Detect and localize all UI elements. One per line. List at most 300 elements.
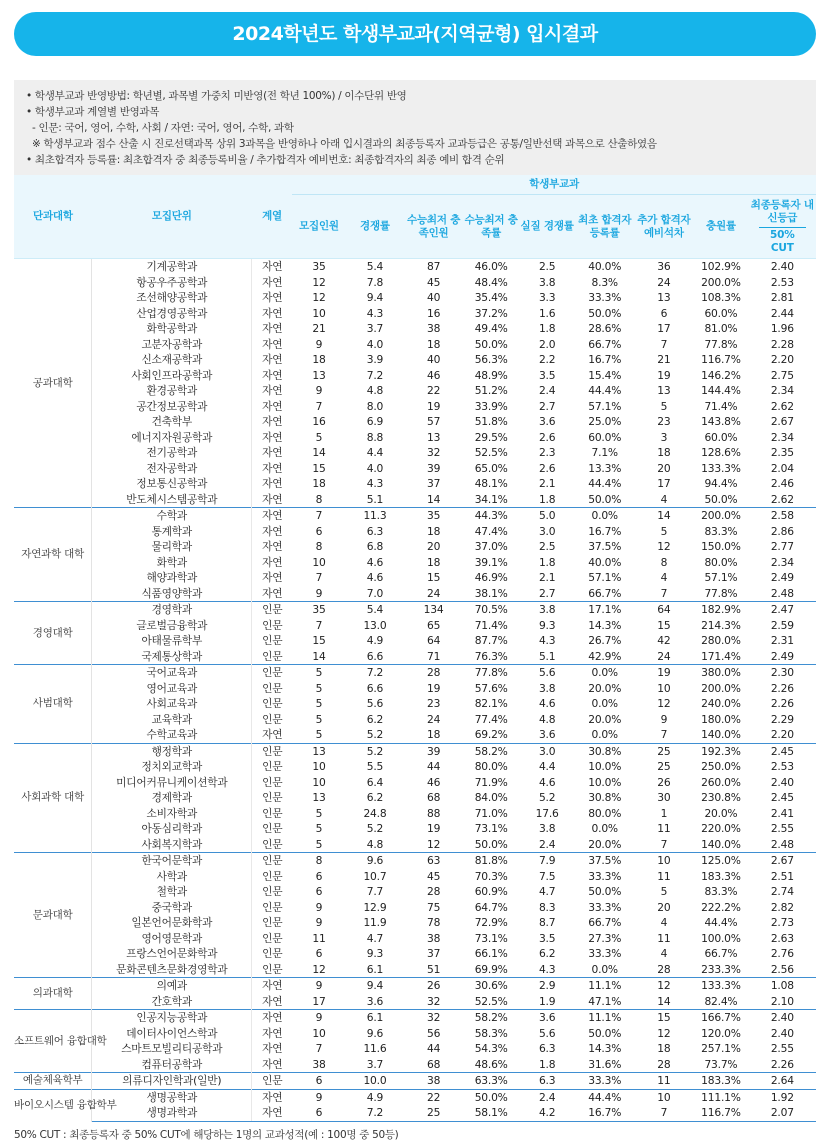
value-cell: 7.7 xyxy=(366,885,384,899)
value-cell: 3.7 xyxy=(366,1057,384,1071)
value-cell: 6.1 xyxy=(346,1010,405,1026)
value-cell: 28 xyxy=(657,962,671,976)
unit-cell: 일본언어문화학과 xyxy=(92,915,252,931)
value-cell: 40 xyxy=(426,353,441,367)
value-cell: 11.6 xyxy=(363,1042,387,1056)
value-cell: 2.4 xyxy=(519,1089,574,1105)
value-cell: 84.0% xyxy=(474,791,508,805)
value-cell: 18 xyxy=(657,1042,671,1056)
value-cell: 17.1% xyxy=(575,602,635,618)
value-cell: 2.29 xyxy=(770,712,794,726)
value-cell: 51.8% xyxy=(474,415,508,429)
value-cell: 인문 xyxy=(262,916,283,930)
value-cell: 2.6 xyxy=(538,461,556,475)
value-cell: 13.3% xyxy=(588,461,622,475)
value-cell: 7.2 xyxy=(366,368,384,382)
value-cell: 4 xyxy=(660,947,668,961)
unit-cell: 사학과 xyxy=(92,869,252,885)
table-row xyxy=(14,869,816,885)
value-cell: 3.8 xyxy=(538,822,556,836)
value-cell: 9 xyxy=(292,1089,345,1105)
value-cell: 10 xyxy=(312,1026,326,1040)
value-cell: 73.7% xyxy=(704,1057,738,1071)
value-cell: 4.2 xyxy=(519,1105,574,1121)
value-cell: 11.9 xyxy=(363,916,387,930)
value-cell: 12 xyxy=(657,540,671,554)
unit-cell: 중국학과 xyxy=(92,900,252,916)
value-cell: 9.6 xyxy=(346,853,405,869)
value-cell: 자연 xyxy=(252,1010,293,1026)
table-row xyxy=(14,337,816,353)
value-cell: 자연 xyxy=(262,384,283,398)
value-cell: 2.40 xyxy=(749,1010,816,1026)
value-cell: 57.1% xyxy=(588,571,622,585)
header-extra: 추가 합격자 예비석차 xyxy=(635,195,694,259)
value-cell: 46.0% xyxy=(463,259,520,275)
table-row xyxy=(14,806,816,822)
header-quota: 모집인원 xyxy=(292,195,345,259)
value-cell: 25.0% xyxy=(588,415,622,429)
value-cell: 64 xyxy=(635,602,694,618)
value-cell: 6.2 xyxy=(366,791,384,805)
value-cell: 35 xyxy=(292,602,345,618)
value-cell: 28 xyxy=(657,1057,671,1071)
value-cell: 22 xyxy=(404,1089,463,1105)
value-cell: 인문 xyxy=(262,931,283,945)
value-cell: 6 xyxy=(292,1105,345,1121)
value-cell: 58.2% xyxy=(463,1010,520,1026)
value-cell: 5.2 xyxy=(346,743,405,759)
value-cell: 1 xyxy=(660,806,668,820)
value-cell: 58.3% xyxy=(474,1026,508,1040)
value-cell: 5.2 xyxy=(366,822,384,836)
value-cell: 19 xyxy=(657,368,671,382)
value-cell: 2.2 xyxy=(538,353,556,367)
value-cell: 39.1% xyxy=(474,555,508,569)
value-cell: 2.1 xyxy=(538,571,556,585)
value-cell: 33.3% xyxy=(588,291,622,305)
value-cell: 15.4% xyxy=(588,368,622,382)
unit-cell: 아태물류학부 xyxy=(92,633,252,649)
table-row xyxy=(14,915,816,931)
value-cell: 71.4% xyxy=(474,618,508,632)
unit-cell: 영어영문학과 xyxy=(92,931,252,947)
value-cell: 자연 xyxy=(262,399,283,413)
value-cell: 14 xyxy=(657,994,671,1008)
value-cell: 자연 xyxy=(262,291,283,305)
value-cell: 31.6% xyxy=(588,1057,622,1071)
value-cell: 28.6% xyxy=(588,322,622,336)
value-cell: 4 xyxy=(660,916,668,930)
value-cell: 2.5 xyxy=(519,259,574,275)
college-cell: 경영대학 xyxy=(14,602,92,665)
college-cell: 공과대학 xyxy=(14,259,92,508)
header-grade-label: 최종등록자 내신등급 xyxy=(750,198,814,224)
value-cell: 14.3% xyxy=(588,618,622,632)
value-cell: 48.6% xyxy=(474,1057,508,1071)
college-cell: 소프트웨어 융합대학 xyxy=(14,1010,92,1073)
value-cell: 9.4 xyxy=(346,978,405,994)
value-cell: 16 xyxy=(426,306,441,320)
value-cell: 12 xyxy=(312,291,326,305)
unit-cell: 의예과 xyxy=(92,978,252,994)
value-cell: 257.1% xyxy=(701,1042,741,1056)
value-cell: 7.0 xyxy=(366,586,384,600)
value-cell: 2.67 xyxy=(749,853,816,869)
value-cell: 45 xyxy=(426,275,441,289)
value-cell: 1.08 xyxy=(749,978,816,994)
value-cell: 214.3% xyxy=(701,618,741,632)
value-cell: 자연 xyxy=(262,1042,283,1056)
table-row xyxy=(14,727,816,743)
value-cell: 자연 xyxy=(262,306,283,320)
value-cell: 192.3% xyxy=(693,743,748,759)
value-cell: 222.2% xyxy=(701,900,741,914)
value-cell: 3.5 xyxy=(538,931,556,945)
value-cell: 2.55 xyxy=(770,1042,794,1056)
value-cell: 10 xyxy=(312,555,326,569)
value-cell: 인문 xyxy=(252,1073,293,1090)
value-cell: 57.1% xyxy=(704,571,738,585)
value-cell: 인문 xyxy=(252,602,293,618)
value-cell: 3.9 xyxy=(366,353,384,367)
value-cell: 12 xyxy=(312,275,326,289)
value-cell: 46 xyxy=(426,368,441,382)
value-cell: 37 xyxy=(426,947,441,961)
table-row xyxy=(14,352,816,368)
value-cell: 14 xyxy=(635,508,694,524)
value-cell: 10 xyxy=(657,681,671,695)
value-cell: 3.8 xyxy=(538,275,556,289)
value-cell: 58.1% xyxy=(463,1105,520,1121)
value-cell: 9 xyxy=(315,337,323,351)
value-cell: 2.44 xyxy=(770,306,794,320)
value-cell: 4.3 xyxy=(366,477,384,491)
value-cell: 4.7 xyxy=(538,885,556,899)
value-cell: 11 xyxy=(657,869,671,883)
table-row xyxy=(14,978,816,994)
value-cell: 37.2% xyxy=(474,306,508,320)
value-cell: 24 xyxy=(657,649,671,663)
table-row xyxy=(14,821,816,837)
value-cell: 1.8 xyxy=(538,1057,556,1071)
value-cell: 4.8 xyxy=(366,384,384,398)
college-cell: 문과대학 xyxy=(14,853,92,978)
value-cell: 2.7 xyxy=(538,399,556,413)
value-cell: 143.8% xyxy=(701,415,741,429)
value-cell: 2.48 xyxy=(770,586,794,600)
value-cell: 4 xyxy=(660,571,668,585)
value-cell: 인문 xyxy=(262,837,283,851)
unit-cell: 화학과 xyxy=(92,555,252,571)
value-cell: 38 xyxy=(404,1073,463,1090)
value-cell: 183.3% xyxy=(701,869,741,883)
value-cell: 2.49 xyxy=(770,571,794,585)
value-cell: 17.6 xyxy=(535,806,559,820)
table-row xyxy=(14,900,816,916)
value-cell: 7.2 xyxy=(346,1105,405,1121)
value-cell: 7.1% xyxy=(591,446,618,460)
unit-cell: 식품영양학과 xyxy=(92,586,252,602)
value-cell: 자연 xyxy=(262,368,283,382)
value-cell: 80.0% xyxy=(474,760,508,774)
value-cell: 9 xyxy=(292,1010,345,1026)
table-row xyxy=(14,853,816,869)
value-cell: 18 xyxy=(312,353,326,367)
value-cell: 82.1% xyxy=(474,697,508,711)
value-cell: 25 xyxy=(404,1105,463,1121)
table-row xyxy=(14,508,816,524)
value-cell: 자연 xyxy=(262,477,283,491)
value-cell: 0.0% xyxy=(591,728,618,742)
value-cell: 2.64 xyxy=(749,1073,816,1090)
value-cell: 2.76 xyxy=(770,947,794,961)
unit-cell: 정보통신공학과 xyxy=(92,476,252,492)
value-cell: 2.51 xyxy=(770,869,794,883)
value-cell: 35.4% xyxy=(474,291,508,305)
unit-cell: 글로벌금융학과 xyxy=(92,618,252,634)
value-cell: 3.6 xyxy=(538,415,556,429)
value-cell: 자연 xyxy=(252,508,293,524)
value-cell: 3.6 xyxy=(366,994,384,1008)
unit-cell: 프랑스언어문화학과 xyxy=(92,946,252,962)
value-cell: 33.3% xyxy=(575,1073,635,1090)
value-cell: 35 xyxy=(292,259,345,275)
value-cell: 73.1% xyxy=(474,931,508,945)
value-cell: 29.5% xyxy=(474,430,508,444)
value-cell: 58.2% xyxy=(463,743,520,759)
table-row xyxy=(14,445,816,461)
value-cell: 39 xyxy=(426,461,441,475)
value-cell: 7.8 xyxy=(366,275,384,289)
value-cell: 자연 xyxy=(252,978,293,994)
value-cell: 3.7 xyxy=(366,322,384,336)
value-cell: 2.45 xyxy=(749,743,816,759)
value-cell: 69.2% xyxy=(474,728,508,742)
value-cell: 0.0% xyxy=(575,508,635,524)
value-cell: 37.0% xyxy=(474,540,508,554)
value-cell: 7 xyxy=(315,618,323,632)
value-cell: 2.3 xyxy=(538,446,556,460)
table-row xyxy=(14,383,816,399)
value-cell: 46.9% xyxy=(474,571,508,585)
value-cell: 2.75 xyxy=(770,368,794,382)
value-cell: 30.8% xyxy=(575,743,635,759)
unit-cell: 컴퓨터공학과 xyxy=(92,1057,252,1073)
table-row xyxy=(14,633,816,649)
unit-cell: 물리학과 xyxy=(92,539,252,555)
note-line: ※ 학생부교과 점수 산출 시 진로선택과목 상위 3과목을 반영하나 아래 입시결과의 최종등록자 교과등급은 공통/일반선택 과목으로 산출하였음 xyxy=(32,138,657,150)
unit-cell: 신소재공학과 xyxy=(92,352,252,368)
value-cell: 20.0% xyxy=(704,806,738,820)
value-cell: 80.0% xyxy=(588,806,622,820)
value-cell: 4.7 xyxy=(366,931,384,945)
unit-cell: 철학과 xyxy=(92,884,252,900)
value-cell: 71.0% xyxy=(474,806,508,820)
value-cell: 183.3% xyxy=(693,1073,748,1090)
unit-cell: 사회인프라공학과 xyxy=(92,368,252,384)
value-cell: 2.0 xyxy=(538,337,556,351)
value-cell: 47.4% xyxy=(474,524,508,538)
value-cell: 40.0% xyxy=(588,555,622,569)
value-cell: 3.6 xyxy=(519,1010,574,1026)
header-college: 단과대학 xyxy=(14,175,92,259)
value-cell: 6 xyxy=(292,1073,345,1090)
value-cell: 4.0 xyxy=(366,337,384,351)
value-cell: 12 xyxy=(657,697,671,711)
value-cell: 16 xyxy=(312,415,326,429)
value-cell: 7 xyxy=(660,837,668,851)
value-cell: 42 xyxy=(657,634,671,648)
value-cell: 13.0 xyxy=(363,618,387,632)
value-cell: 6.2 xyxy=(366,712,384,726)
value-cell: 50.0% xyxy=(463,1089,520,1105)
value-cell: 2.63 xyxy=(770,931,794,945)
value-cell: 60.9% xyxy=(474,885,508,899)
value-cell: 70.5% xyxy=(463,602,520,618)
unit-cell: 사회교육과 xyxy=(92,696,252,712)
value-cell: 10.7 xyxy=(363,869,387,883)
value-cell: 87 xyxy=(404,259,463,275)
value-cell: 15 xyxy=(635,1010,694,1026)
value-cell: 13 xyxy=(292,743,345,759)
value-cell: 2.47 xyxy=(749,602,816,618)
value-cell: 인문 xyxy=(262,822,283,836)
value-cell: 182.9% xyxy=(693,602,748,618)
value-cell: 125.0% xyxy=(693,853,748,869)
value-cell: 71.4% xyxy=(704,399,738,413)
value-cell: 146.2% xyxy=(701,368,741,382)
value-cell: 5 xyxy=(315,697,323,711)
unit-cell: 간호학과 xyxy=(92,994,252,1010)
value-cell: 27.3% xyxy=(588,931,622,945)
value-cell: 2.4 xyxy=(538,384,556,398)
value-cell: 2.10 xyxy=(770,994,794,1008)
value-cell: 37.5% xyxy=(588,540,622,554)
value-cell: 2.34 xyxy=(770,430,794,444)
value-cell: 1.8 xyxy=(538,555,556,569)
value-cell: 2.82 xyxy=(770,900,794,914)
value-cell: 4.3 xyxy=(538,962,556,976)
value-cell: 14 xyxy=(312,649,326,663)
value-cell: 1.6 xyxy=(538,306,556,320)
unit-cell: 화학공학과 xyxy=(92,321,252,337)
table-row xyxy=(14,555,816,571)
value-cell: 3.6 xyxy=(538,728,556,742)
value-cell: 0.0% xyxy=(591,962,618,976)
value-cell: 자연 xyxy=(252,259,293,275)
value-cell: 72.9% xyxy=(474,916,508,930)
value-cell: 240.0% xyxy=(701,697,741,711)
value-cell: 38 xyxy=(312,1057,326,1071)
value-cell: 19 xyxy=(426,681,441,695)
value-cell: 56.3% xyxy=(474,353,508,367)
header-grade-cut: 50% CUT xyxy=(759,227,806,255)
value-cell: 인문 xyxy=(262,634,283,648)
unit-cell: 환경공학과 xyxy=(92,383,252,399)
value-cell: 44.4% xyxy=(704,916,738,930)
value-cell: 57.6% xyxy=(474,681,508,695)
value-cell: 42.9% xyxy=(588,649,622,663)
unit-cell: 정치외교학과 xyxy=(92,759,252,775)
value-cell: 9.4 xyxy=(366,291,384,305)
value-cell: 18 xyxy=(426,524,441,538)
value-cell: 25 xyxy=(657,760,671,774)
value-cell: 2.62 xyxy=(770,492,794,506)
header-unit: 모집단위 xyxy=(92,175,252,259)
value-cell: 자연 xyxy=(262,555,283,569)
value-cell: 9.3 xyxy=(538,618,556,632)
value-cell: 9 xyxy=(292,978,345,994)
value-cell: 24 xyxy=(657,275,671,289)
value-cell: 60.0% xyxy=(704,430,738,444)
value-cell: 40.0% xyxy=(575,259,635,275)
unit-cell: 해양과학과 xyxy=(92,570,252,586)
value-cell: 12 xyxy=(312,962,326,976)
value-cell: 2.20 xyxy=(770,728,794,742)
value-cell: 120.0% xyxy=(701,1026,741,1040)
college-cell: 사범대학 xyxy=(14,665,92,744)
value-cell: 11.1% xyxy=(575,1010,635,1026)
value-cell: 44 xyxy=(426,1042,441,1056)
unit-cell: 수학교육과 xyxy=(92,727,252,743)
value-cell: 인문 xyxy=(262,760,283,774)
value-cell: 8.8 xyxy=(366,430,384,444)
unit-cell: 건축학부 xyxy=(92,414,252,430)
value-cell: 3 xyxy=(660,430,668,444)
value-cell: 5 xyxy=(660,399,668,413)
value-cell: 49.4% xyxy=(474,322,508,336)
table-row xyxy=(14,1010,816,1026)
value-cell: 6.1 xyxy=(366,962,384,976)
value-cell: 5 xyxy=(660,524,668,538)
value-cell: 18 xyxy=(657,446,671,460)
value-cell: 2.74 xyxy=(770,885,794,899)
value-cell: 7 xyxy=(660,337,668,351)
value-cell: 자연 xyxy=(262,492,283,506)
unit-cell: 문화콘텐츠문화경영학과 xyxy=(92,962,252,978)
value-cell: 68 xyxy=(426,1057,441,1071)
value-cell: 30 xyxy=(657,791,671,805)
value-cell: 150.0% xyxy=(701,540,741,554)
college-cell: 자연과학 대학 xyxy=(14,508,92,602)
value-cell: 100.0% xyxy=(701,931,741,945)
value-cell: 10.0% xyxy=(588,775,622,789)
value-cell: 4.6 xyxy=(538,775,556,789)
value-cell: 자연 xyxy=(262,524,283,538)
value-cell: 19 xyxy=(635,665,694,681)
table-row xyxy=(14,492,816,508)
value-cell: 자연 xyxy=(262,337,283,351)
value-cell: 17 xyxy=(657,477,671,491)
value-cell: 2.45 xyxy=(770,791,794,805)
table-row xyxy=(14,946,816,962)
table-row xyxy=(14,275,816,291)
value-cell: 6 xyxy=(315,869,323,883)
value-cell: 17 xyxy=(657,322,671,336)
value-cell: 48.4% xyxy=(474,275,508,289)
value-cell: 0.0% xyxy=(591,822,618,836)
value-cell: 78 xyxy=(426,916,441,930)
table-row xyxy=(14,837,816,853)
value-cell: 자연 xyxy=(262,586,283,600)
header-first-reg: 최초 합격자 등록률 xyxy=(575,195,635,259)
value-cell: 2.41 xyxy=(770,806,794,820)
value-cell: 116.7% xyxy=(701,353,741,367)
value-cell: 2.40 xyxy=(749,259,816,275)
value-cell: 24 xyxy=(426,586,441,600)
value-cell: 4.6 xyxy=(366,555,384,569)
